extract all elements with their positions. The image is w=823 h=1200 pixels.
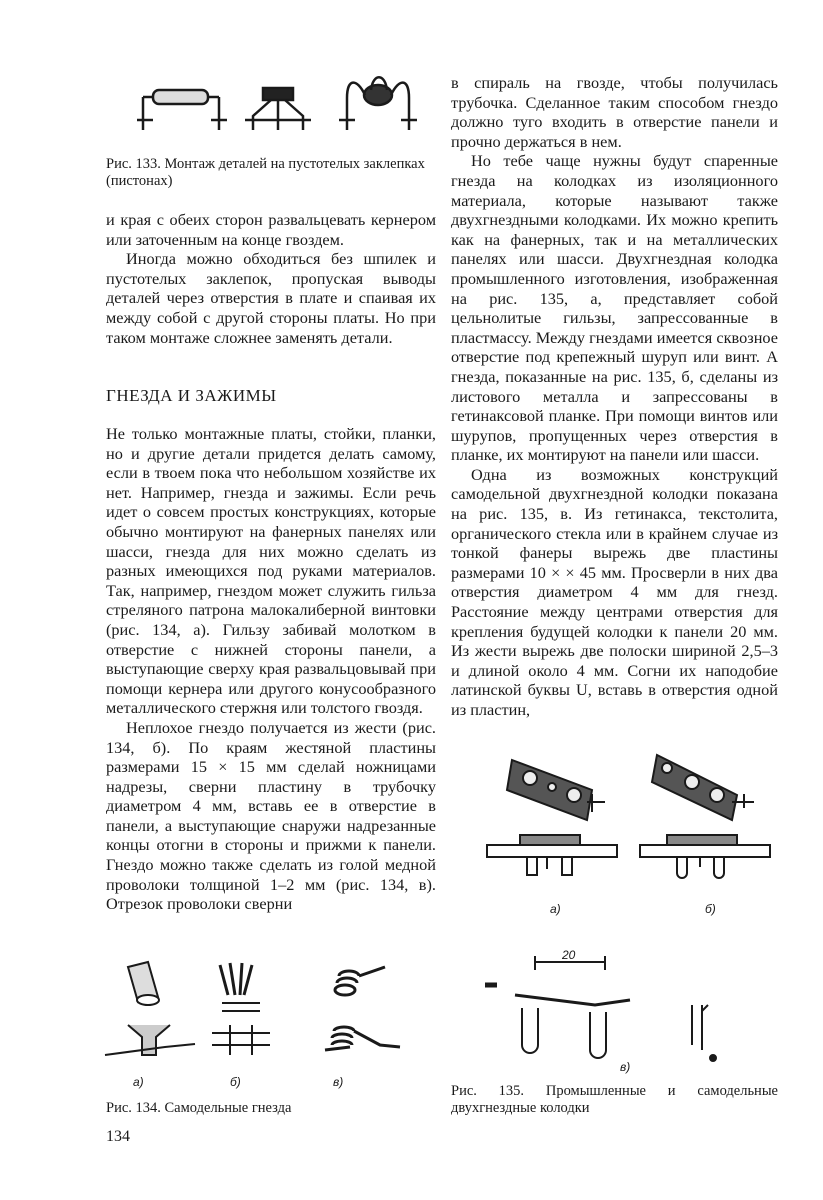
left-paragraph-2: Иногда можно обходиться без шпилек и пустотелых заклепок, пропуская выводы деталей через отверстия в плате и спаивая их между собой с другой стороны платы. Но при таком монтаже сложнее заменять детали. — [106, 249, 436, 347]
left-paragraph-3: Не только монтажные платы, стойки, планки, но и другие детали придется делать самому, если в твоем пока что небольшом хозяйстве их нет. Например, гнезда и зажимы. Если речь идет о совсем простых конструкциях, которые обычно монтируют на фанерных панелях или шасси, гнезда для них можно сделать из разных имеющихся под руками материалов. Так, например, гнездом может служить гильза стреляного патрона малокалиберной винтовки (рис. 134, а). Гильзу забивай молотком в отверстие с нижней стороны панели, а выступающие сверху края развальцовывай при помощи кернера или другого конусообразного металлического стержня или толстого гвоздя. — [106, 424, 436, 718]
left-paragraph-1: и края с обеих сторон развальцевать кернером или заточенным на конце гвоздем. — [106, 210, 436, 249]
left-column-top — [106, 210, 436, 347]
figure-135-label-v: в) — [620, 1060, 631, 1074]
figure-133-caption: Рис. 133. Монтаж деталей на пустотелых заклепках (пистонах) — [106, 156, 425, 189]
figure-135-industrial-sockets — [482, 740, 772, 890]
figure-134-label-a: а) — [133, 1075, 144, 1089]
figure-133-illustration — [135, 68, 420, 148]
right-paragraph-2: Но тебе чаще нужны будут спаренные гнезда на колодках из изоляционного материала, которые называют также двухгнездными колодками. Их можно крепить как на фанерных, так и на металлических панелях или шасси. Двухгнездная колодка промышленного изготовления, изображенная на рис. 135, а, представляет собой цельнолитые гильзы, запрессованные в пластмассу. Между гнездами имеется сквозное отверстие под крепежный шуруп или винт. А гнезда, показанные на рис. 135, б, сделаны из листового металла и запрессованы в гетинаксовой планке. При помощи винтов или шурупов, пропущенных через отверстия в планке, их монтируют на панели или шасси. — [451, 151, 778, 465]
figure-134-label-b: б) — [230, 1075, 241, 1089]
page-number: 134 — [106, 1128, 130, 1145]
figure-135-homemade-socket — [480, 950, 770, 1075]
figure-135-dimension-label: 20 — [562, 948, 576, 962]
left-column-bottom — [106, 424, 436, 914]
figure-134-label-v: в) — [333, 1075, 344, 1089]
right-column — [451, 73, 778, 720]
figure-134-homemade-sockets — [100, 955, 420, 1070]
left-paragraph-4: Неплохое гнездо получается из жести (рис. 134, б). По краям жестяной пластины размерами 15 × 15 мм сделай ножницами надрезы, сверни пластину в трубочку диаметром 4 мм, вставь ее в отверстие в панели, а выступающие снаружи надрезанные концы отогни в стороны и прижми к панели. Гнездо можно также сделать из голой медной проволоки толщиной 1–2 мм (рис. 134, в). Отрезок проволоки сверни — [106, 717, 436, 914]
right-paragraph-3: Одна из возможных конструкций самодельной двухгнездной колодки показана на рис. 135, в. Из гетинакса, текстолита, органического стекла или в крайнем случае из тонкой фанеры вырежь две пластины размерами 10 × × 45 мм. Просверли в них два отверстия диаметром 4 мм для гнезд. Расстояние между центрами отверстия для крепления будущей колодки к панели 20 мм. Из жести вырежь две полоски шириной 2,5–3 и длиной около 4 мм. Согни их наподобие латинской буквы U, вставь в отверстия одной из пластин, — [451, 464, 778, 719]
figure-135-caption: Рис. 135. Промышленные и самодельные двухгнездные колодки — [451, 1083, 778, 1116]
figure-135-label-a: а) — [550, 902, 561, 916]
right-paragraph-1: в спираль на гвозде, чтобы получилась трубочка. Сделанное таким способом гнездо должно туго входить в отверстие панели и прочно держаться в нем. — [451, 73, 778, 151]
figure-135-label-b: б) — [705, 902, 716, 916]
figure-134-caption: Рис. 134. Самодельные гнезда — [106, 1100, 292, 1116]
section-heading: ГНЕЗДА И ЗАЖИМЫ — [106, 386, 277, 405]
